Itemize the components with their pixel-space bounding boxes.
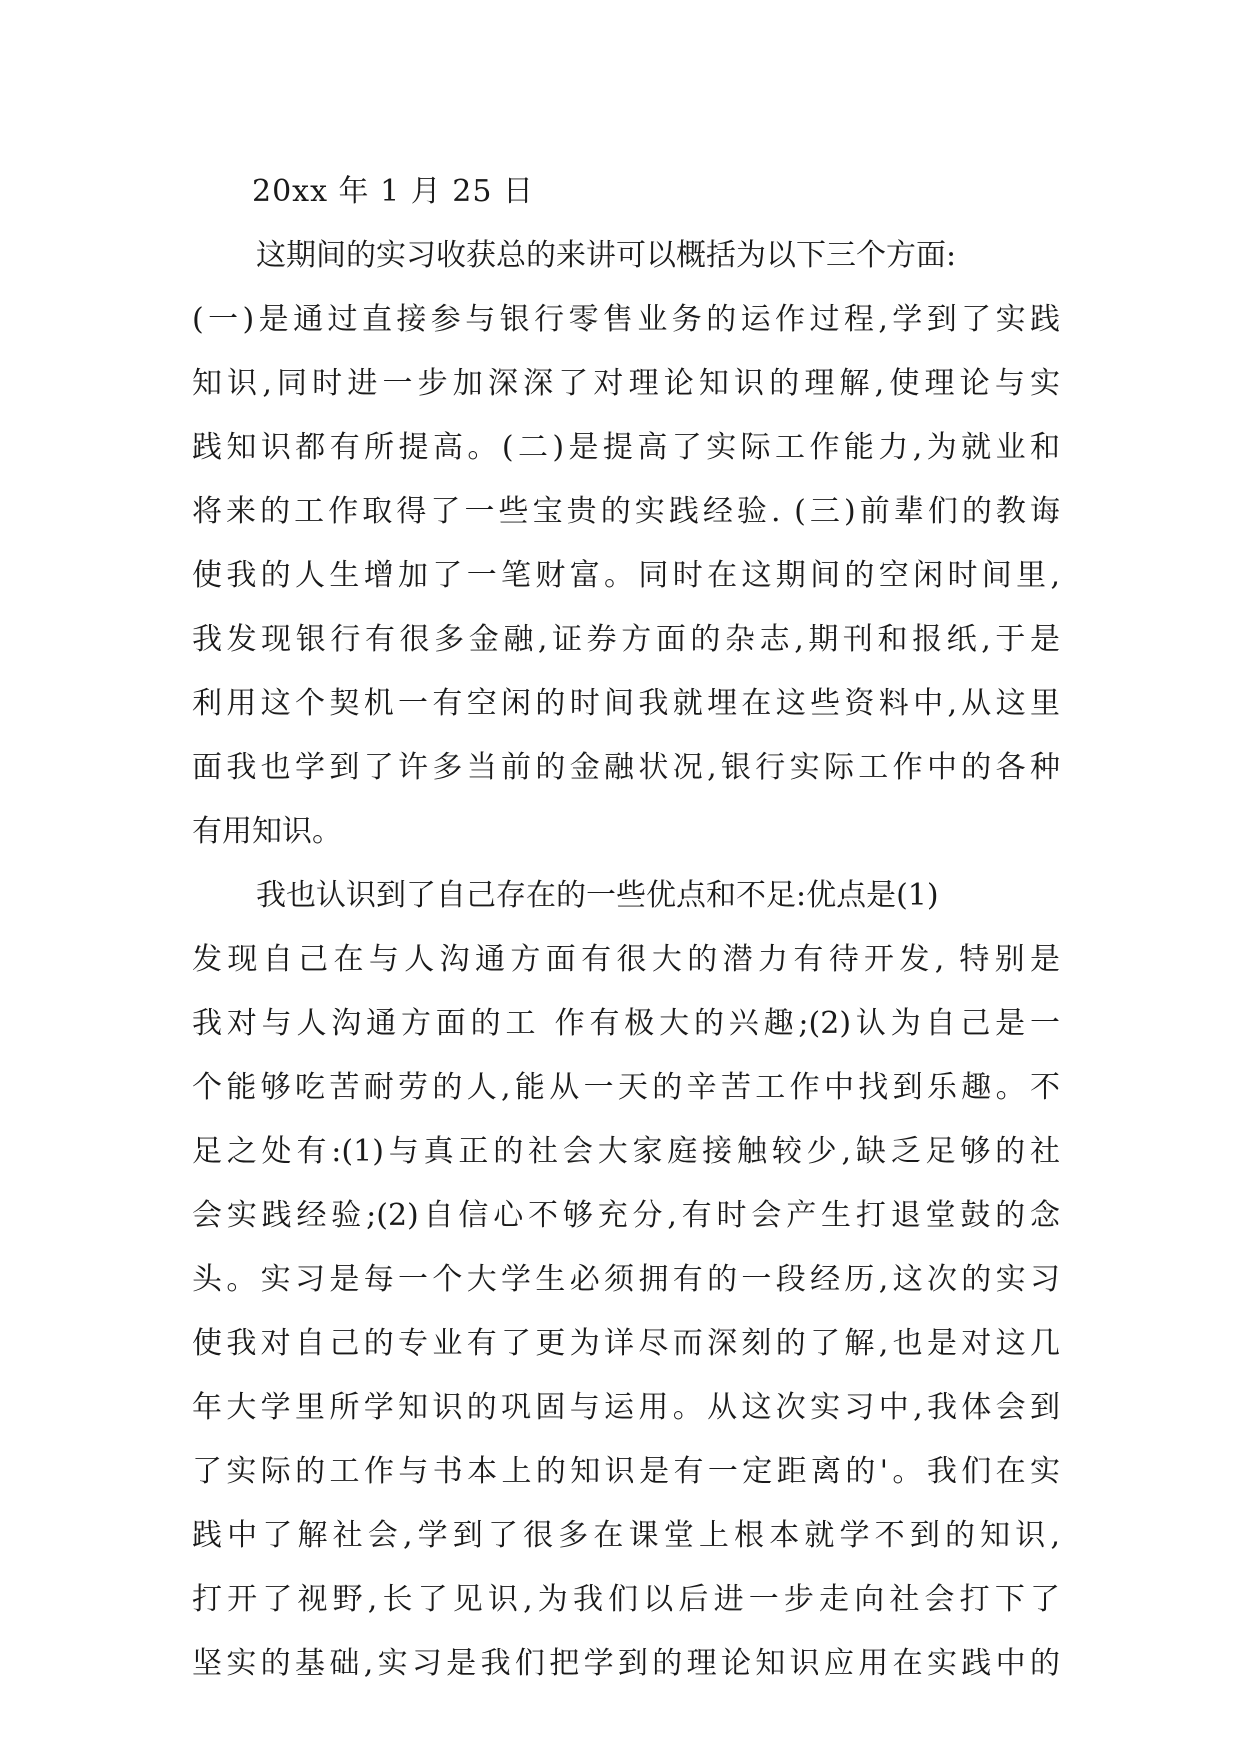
text-line: 践知识都有所提高。(二)是提高了实际工作能力,为就业和	[192, 430, 1060, 465]
date-line: 20xx 年 1 月 25 日	[252, 174, 534, 209]
text-line: 知识,同时进一步加深深了对理论知识的理解,使理论与实	[192, 366, 1060, 401]
text-line: 足之处有:(1)与真正的社会大家庭接触较少,缺乏足够的社	[192, 1134, 1060, 1169]
text-line: 有用知识。	[192, 814, 342, 849]
text-line: 利用这个契机一有空闲的时间我就埋在这些资料中,从这里	[192, 686, 1060, 721]
text-line: 打开了视野,长了见识,为我们以后进一步走向社会打下了	[192, 1582, 1060, 1617]
text-line: 践中了解社会,学到了很多在课堂上根本就学不到的知识,	[192, 1518, 1060, 1553]
text-line: 发现自己在与人沟通方面有很大的潜力有待开发, 特别是	[192, 942, 1060, 977]
text-line: 会实践经验;(2)自信心不够充分,有时会产生打退堂鼓的念	[192, 1198, 1060, 1233]
text-line: 这期间的实习收获总的来讲可以概括为以下三个方面:	[256, 238, 957, 273]
text-line: 个能够吃苦耐劳的人,能从一天的辛苦工作中找到乐趣。不	[192, 1070, 1060, 1105]
text-line: (一)是通过直接参与银行零售业务的运作过程,学到了实践	[192, 302, 1060, 337]
text-line: 面我也学到了许多当前的金融状况,银行实际工作中的各种	[192, 750, 1060, 785]
text-line: 坚实的基础,实习是我们把学到的理论知识应用在实践中的	[192, 1646, 1060, 1681]
text-line: 使我的人生增加了一笔财富。同时在这期间的空闲时间里,	[192, 558, 1060, 593]
text-line: 了实际的工作与书本上的知识是有一定距离的'。我们在实	[192, 1454, 1060, 1489]
text-line: 我发现银行有很多金融,证券方面的杂志,期刊和报纸,于是	[192, 622, 1060, 657]
text-line: 我也认识到了自己存在的一些优点和不足:优点是(1)	[256, 878, 939, 913]
text-line: 使我对自己的专业有了更为详尽而深刻的了解,也是对这几	[192, 1326, 1060, 1361]
text-line: 将来的工作取得了一些宝贵的实践经验. (三)前辈们的教诲	[192, 494, 1060, 529]
text-line: 年大学里所学知识的巩固与运用。从这次实习中,我体会到	[192, 1390, 1060, 1425]
body-text	[192, 160, 1060, 1696]
text-line: 我对与人沟通方面的工 作有极大的兴趣;(2)认为自己是一	[192, 1006, 1060, 1041]
text-line: 头。实习是每一个大学生必须拥有的一段经历,这次的实习	[192, 1262, 1060, 1297]
